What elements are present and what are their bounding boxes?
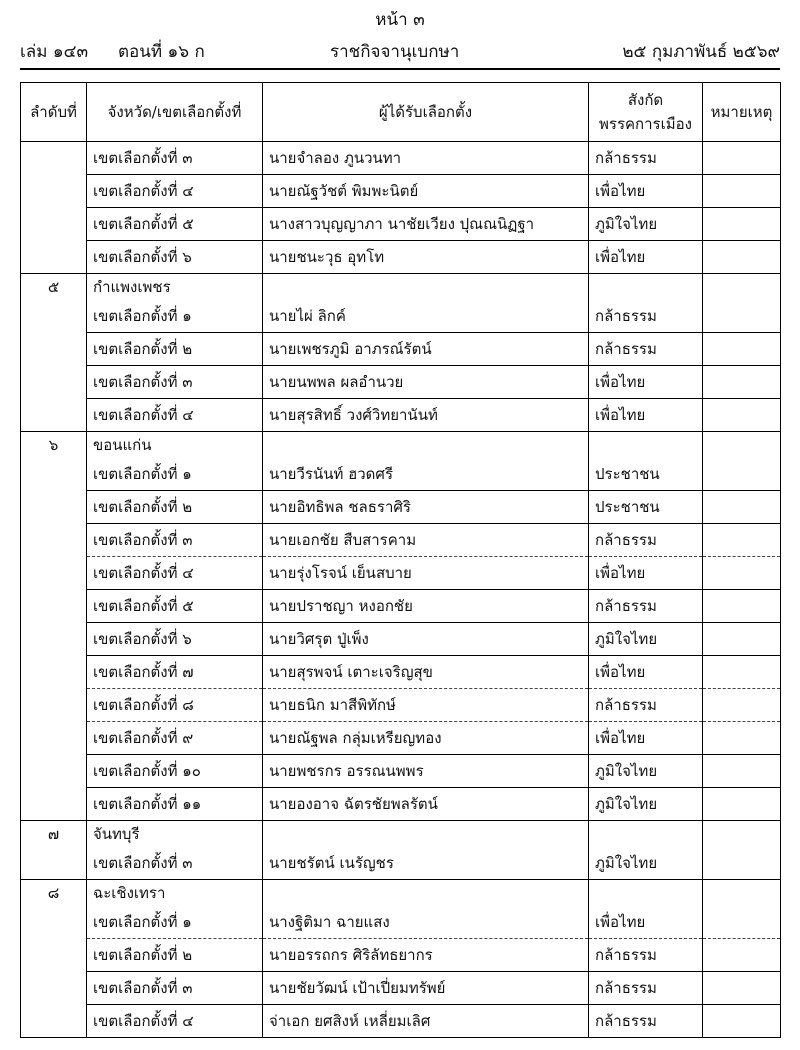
note-cell xyxy=(703,689,781,722)
province-row xyxy=(21,880,781,907)
row-number xyxy=(21,241,87,274)
table-row xyxy=(21,788,781,821)
table-row xyxy=(21,300,781,333)
note-cell xyxy=(703,722,781,755)
row-number: ๖ xyxy=(21,432,87,459)
electoral-district: เขตเลือกตั้งที่ ๓ xyxy=(87,524,263,557)
province-name: ฉะเชิงเทรา xyxy=(87,880,263,907)
publication-date: ๒๕ กุมภาพันธ์ ๒๕๖๙ xyxy=(622,42,780,62)
table-row xyxy=(21,755,781,788)
province-row xyxy=(21,432,781,459)
elected-member-name: นายพชรกร อรรณนพพร xyxy=(263,755,589,788)
party-name: เพื่อไทย xyxy=(589,175,703,208)
party-name: กล้าธรรม xyxy=(589,939,703,972)
party-name: เพื่อไทย xyxy=(589,656,703,689)
elected-member-name: นายสุรสิทธิ์ วงศ์วิทยานันท์ xyxy=(263,399,589,432)
elected-member-name: นายวิศรุต ปู่เพ็ง xyxy=(263,623,589,656)
row-number-empty xyxy=(21,847,87,880)
elected-member-name: นายไผ่ ลิกค์ xyxy=(263,300,589,333)
province-name: จันทบุรี xyxy=(87,821,263,848)
party-name: กล้าธรรม xyxy=(589,1005,703,1038)
name-cell-empty xyxy=(263,821,589,848)
electoral-district: เขตเลือกตั้งที่ ๓ xyxy=(87,366,263,399)
elected-member-name: นายชรัตน์ เนรัญชร xyxy=(263,847,589,880)
note-cell xyxy=(703,590,781,623)
row-number: ๗ xyxy=(21,821,87,848)
table-row xyxy=(21,557,781,590)
note-cell xyxy=(703,366,781,399)
party-name: กล้าธรรม xyxy=(589,590,703,623)
column-header-party-line1: สังกัด xyxy=(627,91,664,109)
table-row xyxy=(21,590,781,623)
row-number xyxy=(21,972,87,1005)
note-cell xyxy=(703,458,781,491)
party-name: กล้าธรรม xyxy=(589,689,703,722)
elected-member-name: นายนพพล ผลอำนวย xyxy=(263,366,589,399)
table-row xyxy=(21,939,781,972)
column-header-area: จังหวัด/เขตเลือกตั้งที่ xyxy=(87,83,263,142)
note-cell xyxy=(703,524,781,557)
table-row xyxy=(21,458,781,491)
party-name: กล้าธรรม xyxy=(589,333,703,366)
row-number xyxy=(21,656,87,689)
note-cell xyxy=(703,175,781,208)
note-cell xyxy=(703,972,781,1005)
row-number-empty xyxy=(21,906,87,939)
column-header-number: ลำดับที่ xyxy=(21,83,87,142)
electoral-district: เขตเลือกตั้งที่ ๖ xyxy=(87,623,263,656)
table-row xyxy=(21,722,781,755)
elected-member-name: นายองอาจ ฉัตรชัยพลรัตน์ xyxy=(263,788,589,821)
row-number xyxy=(21,557,87,590)
province-row xyxy=(21,821,781,848)
column-header-note: หมายเหตุ xyxy=(703,83,781,142)
party-name: กล้าธรรม xyxy=(589,300,703,333)
electoral-district: เขตเลือกตั้งที่ ๘ xyxy=(87,689,263,722)
row-number-empty xyxy=(21,458,87,491)
elected-member-name: นายเพชรภูมิ อาภรณ์รัตน์ xyxy=(263,333,589,366)
note-cell-empty xyxy=(703,432,781,459)
row-number xyxy=(21,590,87,623)
elected-member-name: นายอรรถกร ศิริลัทธยากร xyxy=(263,939,589,972)
party-name: เพื่อไทย xyxy=(589,557,703,590)
note-cell xyxy=(703,333,781,366)
elected-member-name: นายณัฐพล กลุ่มเหรียญทอง xyxy=(263,722,589,755)
note-cell xyxy=(703,788,781,821)
table-row xyxy=(21,689,781,722)
electoral-district: เขตเลือกตั้งที่ ๑ xyxy=(87,300,263,333)
note-cell xyxy=(703,656,781,689)
name-cell-empty xyxy=(263,432,589,459)
elected-member-name: นายสุรพจน์ เตาะเจริญสุข xyxy=(263,656,589,689)
table-row xyxy=(21,491,781,524)
table-row xyxy=(21,366,781,399)
electoral-district: เขตเลือกตั้งที่ ๓ xyxy=(87,847,263,880)
row-number xyxy=(21,1005,87,1038)
elected-member-name: นายรุ่งโรจน์ เย็นสบาย xyxy=(263,557,589,590)
name-cell-empty xyxy=(263,274,589,301)
electoral-district: เขตเลือกตั้งที่ ๑ xyxy=(87,458,263,491)
electoral-district: เขตเลือกตั้งที่ ๒ xyxy=(87,939,263,972)
party-name: ประชาชน xyxy=(589,458,703,491)
note-cell xyxy=(703,1005,781,1038)
row-number xyxy=(21,366,87,399)
note-cell xyxy=(703,557,781,590)
table-row xyxy=(21,175,781,208)
elected-member-name: จ่าเอก ยศสิงห์ เหลี่ยมเลิศ xyxy=(263,1005,589,1038)
note-cell xyxy=(703,142,781,175)
party-name: เพื่อไทย xyxy=(589,399,703,432)
electoral-district: เขตเลือกตั้งที่ ๔ xyxy=(87,557,263,590)
party-name: กล้าธรรม xyxy=(589,524,703,557)
note-cell-empty xyxy=(703,274,781,301)
note-cell xyxy=(703,491,781,524)
party-name: ภูมิใจไทย xyxy=(589,788,703,821)
row-number xyxy=(21,755,87,788)
electoral-district: เขตเลือกตั้งที่ ๑ xyxy=(87,906,263,939)
note-cell-empty xyxy=(703,880,781,907)
electoral-district: เขตเลือกตั้งที่ ๓ xyxy=(87,142,263,175)
party-name: ภูมิใจไทย xyxy=(589,755,703,788)
table-row xyxy=(21,208,781,241)
electoral-district: เขตเลือกตั้งที่ ๙ xyxy=(87,722,263,755)
elected-member-name: นายชัยวัฒน์ เป้าเปี่ยมทรัพย์ xyxy=(263,972,589,1005)
electoral-district: เขตเลือกตั้งที่ ๖ xyxy=(87,241,263,274)
party-name: ภูมิใจไทย xyxy=(589,623,703,656)
row-number: ๕ xyxy=(21,274,87,301)
row-number: ๘ xyxy=(21,880,87,907)
electoral-district: เขตเลือกตั้งที่ ๑๐ xyxy=(87,755,263,788)
province-row xyxy=(21,274,781,301)
table-row xyxy=(21,623,781,656)
party-name: เพื่อไทย xyxy=(589,722,703,755)
electoral-district: เขตเลือกตั้งที่ ๔ xyxy=(87,399,263,432)
electoral-district: เขตเลือกตั้งที่ ๓ xyxy=(87,972,263,1005)
electoral-district: เขตเลือกตั้งที่ ๔ xyxy=(87,175,263,208)
table-row xyxy=(21,524,781,557)
name-cell-empty xyxy=(263,880,589,907)
row-number xyxy=(21,208,87,241)
header-rule xyxy=(20,68,780,70)
party-name: กล้าธรรม xyxy=(589,142,703,175)
row-number xyxy=(21,939,87,972)
note-cell xyxy=(703,847,781,880)
column-header-party xyxy=(589,83,703,142)
party-name: ประชาชน xyxy=(589,491,703,524)
party-cell-empty xyxy=(589,432,703,459)
electoral-district: เขตเลือกตั้งที่ ๒ xyxy=(87,333,263,366)
row-number-empty xyxy=(21,300,87,333)
table-row xyxy=(21,333,781,366)
elected-member-name: นายจำลอง ภูนวนทา xyxy=(263,142,589,175)
party-name: กล้าธรรม xyxy=(589,972,703,1005)
electoral-district: เขตเลือกตั้งที่ ๗ xyxy=(87,656,263,689)
party-cell-empty xyxy=(589,274,703,301)
row-number xyxy=(21,689,87,722)
elected-member-name: นายณัฐวัชต์ พิมพะนิตย์ xyxy=(263,175,589,208)
party-name: เพื่อไทย xyxy=(589,241,703,274)
note-cell xyxy=(703,241,781,274)
elected-member-name: นายธนิก มาสีพิทักษ์ xyxy=(263,689,589,722)
note-cell xyxy=(703,755,781,788)
note-cell xyxy=(703,208,781,241)
row-number xyxy=(21,333,87,366)
note-cell xyxy=(703,939,781,972)
electoral-district: เขตเลือกตั้งที่ ๕ xyxy=(87,208,263,241)
party-cell-empty xyxy=(589,821,703,848)
row-number xyxy=(21,722,87,755)
party-name: ภูมิใจไทย xyxy=(589,847,703,880)
note-cell-empty xyxy=(703,821,781,848)
table-row xyxy=(21,399,781,432)
table-row xyxy=(21,906,781,939)
table-header-row xyxy=(21,83,781,142)
row-number xyxy=(21,524,87,557)
note-cell xyxy=(703,906,781,939)
elected-members-table xyxy=(20,82,781,1038)
party-name: ภูมิใจไทย xyxy=(589,208,703,241)
row-number xyxy=(21,491,87,524)
party-name: เพื่อไทย xyxy=(589,366,703,399)
table-body xyxy=(21,142,781,1038)
table-row xyxy=(21,972,781,1005)
table-row xyxy=(21,241,781,274)
row-number xyxy=(21,788,87,821)
electoral-district: เขตเลือกตั้งที่ ๔ xyxy=(87,1005,263,1038)
volume-number: เล่ม ๑๔๓ xyxy=(20,42,89,62)
table-row xyxy=(21,656,781,689)
note-cell xyxy=(703,399,781,432)
section-number: ตอนที่ ๑๖ ก xyxy=(118,42,205,62)
page-number: หน้า ๓ xyxy=(375,10,425,30)
row-number xyxy=(21,142,87,175)
row-number xyxy=(21,175,87,208)
elected-member-name: นางสาวบุญญาภา นาชัยเวียง ปุณณนิฏฐา xyxy=(263,208,589,241)
electoral-district: เขตเลือกตั้งที่ ๑๑ xyxy=(87,788,263,821)
table-row xyxy=(21,1005,781,1038)
elected-member-name: นายอิทธิพล ชลธราศิริ xyxy=(263,491,589,524)
column-header-name: ผู้ได้รับเลือกตั้ง xyxy=(263,83,589,142)
note-cell xyxy=(703,300,781,333)
publication-title: ราชกิจจานุเบกษา xyxy=(330,42,460,62)
note-cell xyxy=(703,623,781,656)
elected-member-name: นายชนะวุธ อุทโท xyxy=(263,241,589,274)
province-name: ขอนแก่น xyxy=(87,432,263,459)
row-number xyxy=(21,623,87,656)
table-row xyxy=(21,847,781,880)
electoral-district: เขตเลือกตั้งที่ ๕ xyxy=(87,590,263,623)
elected-member-name: นายเอกชัย สืบสารคาม xyxy=(263,524,589,557)
column-header-party-line2: พรรคการเมือง xyxy=(599,115,692,133)
table-row xyxy=(21,142,781,175)
party-cell-empty xyxy=(589,880,703,907)
row-number xyxy=(21,399,87,432)
party-name: เพื่อไทย xyxy=(589,906,703,939)
elected-member-name: นางฐิติมา ฉายแสง xyxy=(263,906,589,939)
province-name: กำแพงเพชร xyxy=(87,274,263,301)
electoral-district: เขตเลือกตั้งที่ ๒ xyxy=(87,491,263,524)
elected-member-name: นายวีรนันท์ ฮวดศรี xyxy=(263,458,589,491)
elected-member-name: นายปราชญา หงอกชัย xyxy=(263,590,589,623)
